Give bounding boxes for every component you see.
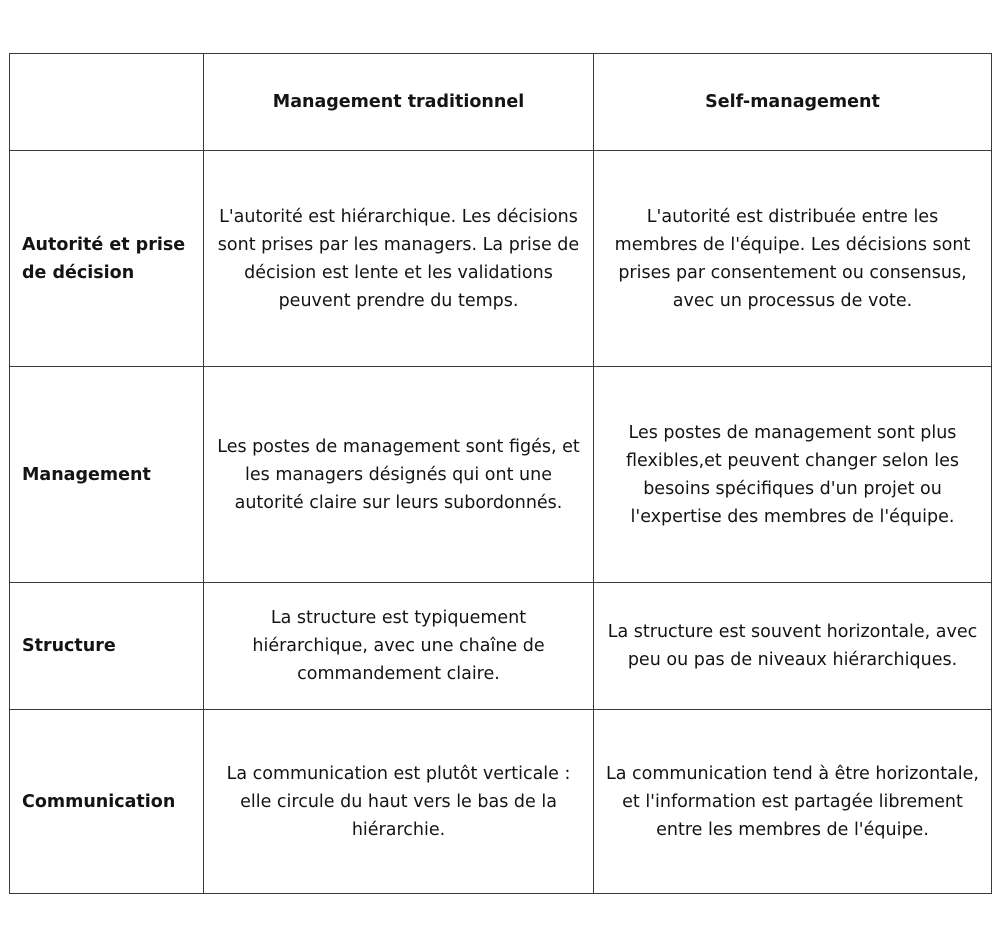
- header-self-management: Self-management: [594, 54, 992, 151]
- row-label-communication: Communication: [10, 710, 204, 894]
- cell-traditional-communication: La communication est plutôt verticale : elle circule du haut vers le bas de la hiérarchie.: [204, 710, 594, 894]
- row-label-structure: Structure: [10, 583, 204, 710]
- row-label-management: Management: [10, 367, 204, 583]
- cell-self-communication: La communication tend à être horizontale, et l'information est partagée librement entre les membres de l'équipe.: [594, 710, 992, 894]
- comparison-table: [9, 53, 992, 894]
- cell-self-structure: La structure est souvent horizontale, avec peu ou pas de niveaux hiérarchiques.: [594, 583, 992, 710]
- header-traditional-management: Management traditionnel: [204, 54, 594, 151]
- header-row: [10, 54, 992, 151]
- cell-traditional-management: Les postes de management sont figés, et les managers désignés qui ont une autorité claire sur leurs subordonnés.: [204, 367, 594, 583]
- table-row: [10, 367, 992, 583]
- header-empty-cell: [10, 54, 204, 151]
- cell-traditional-structure: La structure est typiquement hiérarchique, avec une chaîne de commandement claire.: [204, 583, 594, 710]
- cell-traditional-authority: L'autorité est hiérarchique. Les décisions sont prises par les managers. La prise de décision est lente et les validations peuvent prendre du temps.: [204, 151, 594, 367]
- table-row: [10, 583, 992, 710]
- cell-self-management: Les postes de management sont plus flexibles,et peuvent changer selon les besoins spécifiques d'un projet ou l'expertise des membres de l'équipe.: [594, 367, 992, 583]
- table-row: [10, 151, 992, 367]
- cell-self-authority: L'autorité est distribuée entre les membres de l'équipe. Les décisions sont prises par consentement ou consensus, avec un processus de vote.: [594, 151, 992, 367]
- table-row: [10, 710, 992, 894]
- row-label-authority: Autorité et prise de décision: [10, 151, 204, 367]
